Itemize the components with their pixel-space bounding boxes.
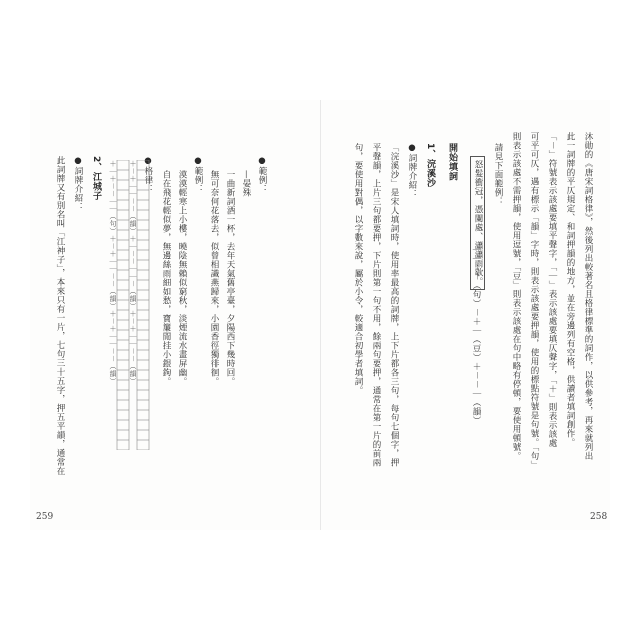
pattern-row-2: ＋｜＋－－｜｜（句）＋－＋｜｜－－（韻）＋－＋｜｜－－（韻） xyxy=(109,160,117,385)
example-boxed-verse: 怒髮衝冠，憑闌處、瀟瀟雨歇。 xyxy=(470,156,485,290)
poem-line-2: 無可奈何花落去，似曾相識燕歸來，小園香徑獨徘徊。 xyxy=(209,170,219,386)
item1-line-2: 「浣溪沙」是宋人填詞時，使用率最高的詞牌，上下片都各三句，每句七個字，押 xyxy=(389,143,399,467)
pattern-row-1: ＋－＋｜｜－－（韻）＋｜－－｜｜－（韻）＋－＋｜｜－－（韻） xyxy=(129,160,137,385)
page-number-right: 258 xyxy=(590,512,608,522)
grid-column-1 xyxy=(117,160,129,450)
item2-line-2: 此詞牌又有別名叫「江神子」，本來只有一片，七句三十五字，押五平韻，通常在 xyxy=(55,156,65,476)
poem-author: —晏殊 xyxy=(241,170,251,197)
poem-line-1: 一曲新詞酒一杯，去年天氣舊亭臺，夕陽西下幾時回。 xyxy=(225,170,235,386)
pattern-label: ●格律： xyxy=(143,156,153,194)
section-title: 開始填詞 xyxy=(447,143,457,181)
item2-line-1: ●詞牌介紹： xyxy=(73,156,83,212)
pattern-grid xyxy=(109,160,155,450)
intro-line-1: 沐勛的《唐宋詞格律》，然後列出較著名且格律標準的詞作，以供參考，再來就列出 xyxy=(583,132,593,461)
item1-line-1: ●詞牌介紹： xyxy=(407,143,417,199)
poem-line-5: 自在飛花輕似夢，無邊絲雨細如愁，寶簾閒挂小銀鉤。 xyxy=(161,170,171,386)
item2-title: 2、江城子 xyxy=(91,156,101,201)
poem-line-3: ●範例： xyxy=(193,156,203,194)
example-pattern: ｜｜－－（句）－＋｜（豆）＋－－｜（韻） xyxy=(471,245,481,426)
intro-line-3: 「－」符號表示該處要填平聲字，「｜」表示該處要填仄聲字，「＋」則表示該處 xyxy=(547,132,557,448)
example-label: ●範例： xyxy=(257,156,267,194)
poem-line-4: 漠漠輕寒上小樓，曉陰無賴似窮秋，淡煙流水畫屏幽。 xyxy=(177,170,187,386)
item1-line-3: 平聲韻，上片三句都要押，下片則第一句不用，餘兩句要押，通常在第一片的前兩 xyxy=(371,143,381,467)
item1-line-4: 句，要使用對偶，以字數來說，屬於小令，較適合初學者填詞。 xyxy=(353,143,363,395)
intro-line-6: 請見下面範例： xyxy=(493,143,503,206)
intro-line-4: 可平可仄，遇有標示「韻」字時，則表示該處要押韻，使用的標點符號是句號。「句」 xyxy=(529,132,539,470)
item1-title: 1、浣溪沙 xyxy=(425,143,435,188)
grid-column-2 xyxy=(137,160,149,450)
book-spine xyxy=(320,100,321,530)
page-number-left: 259 xyxy=(36,512,54,522)
intro-line-5: 則表示該處不需押韻，使用逗號，「豆」則表示該處在句中略有停頓，要使用頓號。 xyxy=(511,132,521,461)
intro-line-2: 此一詞牌的平仄規定、和詞押韻的地方，並在旁邊列有空格，供讀者填詞創作。 xyxy=(565,132,575,447)
